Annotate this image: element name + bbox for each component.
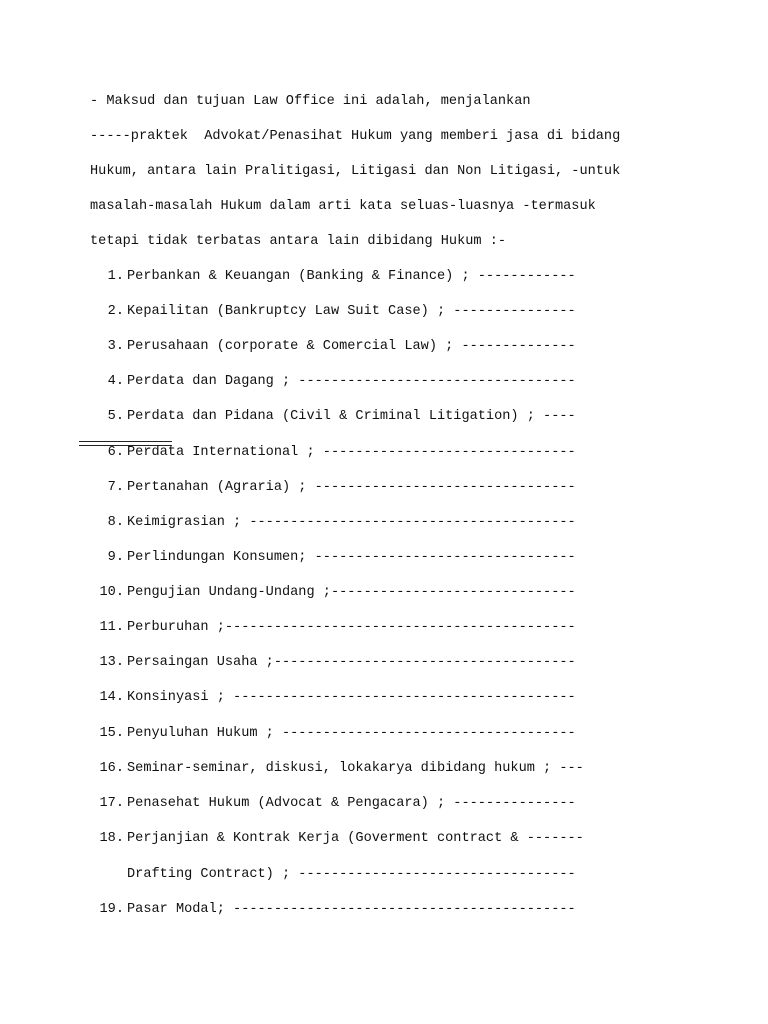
list-item-text: Pengujian Undang-Undang ;------------------------------	[127, 585, 576, 600]
list-item-number: 18.	[99, 831, 124, 846]
list-item-number: 10.	[99, 585, 124, 600]
list-item-number: 8.	[107, 515, 124, 530]
list-item	[90, 619, 576, 637]
list-item-text: Perburuhan ;-------------------------------------------	[127, 620, 576, 635]
list-item-number: 11.	[99, 620, 124, 635]
list-item	[90, 479, 576, 497]
list-item-number: 13.	[99, 655, 124, 670]
list-item-text: Seminar-seminar, diskusi, lokakarya dibidang hukum ; ---	[127, 761, 584, 776]
list-item-text: Penasehat Hukum (Advocat & Pengacara) ; ---------------	[127, 796, 576, 811]
list-item-number: 9.	[107, 550, 124, 565]
list-item	[90, 760, 584, 778]
list-item-number: 5.	[107, 409, 124, 424]
list-item-number: 7.	[107, 480, 124, 495]
paragraph-line-3: Hukum, antara lain Pralitigasi, Litigasi dan Non Litigasi, -untuk	[90, 164, 621, 179]
list-item-text: Perdata dan Dagang ; ----------------------------------	[127, 374, 576, 389]
list-item	[90, 338, 576, 356]
list-item	[90, 444, 576, 462]
paragraph-line-4: masalah-masalah Hukum dalam arti kata seluas-luasnya -termasuk	[90, 199, 596, 214]
list-item-number: 2.	[107, 304, 124, 319]
list-item	[90, 654, 576, 672]
list-item	[90, 303, 576, 321]
list-item	[90, 268, 576, 286]
list-item-text: Konsinyasi ; ------------------------------------------	[127, 690, 576, 705]
list-item	[90, 549, 576, 567]
list-item	[90, 373, 576, 391]
list-item-text: Pasar Modal; ------------------------------------------	[127, 902, 576, 917]
list-item	[90, 408, 576, 426]
list-item-text: Perjanjian & Kontrak Kerja (Goverment contract & -------	[127, 831, 584, 846]
list-item-text: Keimigrasian ; ----------------------------------------	[127, 515, 576, 530]
list-item-text: Kepailitan (Bankruptcy Law Suit Case) ; ---------------	[127, 304, 576, 319]
paragraph-line-1: - Maksud dan tujuan Law Office ini adalah, menjalankan	[90, 94, 531, 109]
list-item-text: Perdata International ; -------------------------------	[127, 445, 576, 460]
list-item-number: 19.	[99, 902, 124, 917]
list-item-text: Penyuluhan Hukum ; ------------------------------------	[127, 726, 576, 741]
list-item-number: 3.	[107, 339, 124, 354]
list-item-number: 16.	[99, 761, 124, 776]
list-item-text: Perbankan & Keuangan (Banking & Finance) ; ------------	[127, 269, 576, 284]
list-item-text: Perdata dan Pidana (Civil & Criminal Litigation) ; ----	[127, 409, 576, 424]
list-item-number: 6.	[107, 445, 124, 460]
list-item-number: 15.	[99, 726, 124, 741]
list-item	[90, 901, 576, 919]
list-item-number: 1.	[107, 269, 124, 284]
list-item-number: 4.	[107, 374, 124, 389]
list-item-text: Perusahaan (corporate & Comercial Law) ; --------------	[127, 339, 576, 354]
list-item-continuation: Drafting Contract) ; ----------------------------------	[127, 867, 576, 882]
list-item	[90, 725, 576, 743]
list-item-text: Pertanahan (Agraria) ; --------------------------------	[127, 480, 576, 495]
list-item	[90, 514, 576, 532]
paragraph-line-5: tetapi tidak terbatas antara lain dibidang Hukum :-	[90, 234, 507, 249]
list-item-number: 17.	[99, 796, 124, 811]
list-item	[90, 689, 576, 707]
paragraph-line-2: -----praktek Advokat/Penasihat Hukum yang memberi jasa di bidang	[90, 129, 621, 144]
list-item	[90, 795, 576, 813]
list-item-number: 14.	[99, 690, 124, 705]
list-item	[90, 584, 576, 602]
list-item-text: Persaingan Usaha ;-------------------------------------	[127, 655, 576, 670]
list-item-text: Perlindungan Konsumen; --------------------------------	[127, 550, 576, 565]
list-item	[90, 830, 584, 848]
